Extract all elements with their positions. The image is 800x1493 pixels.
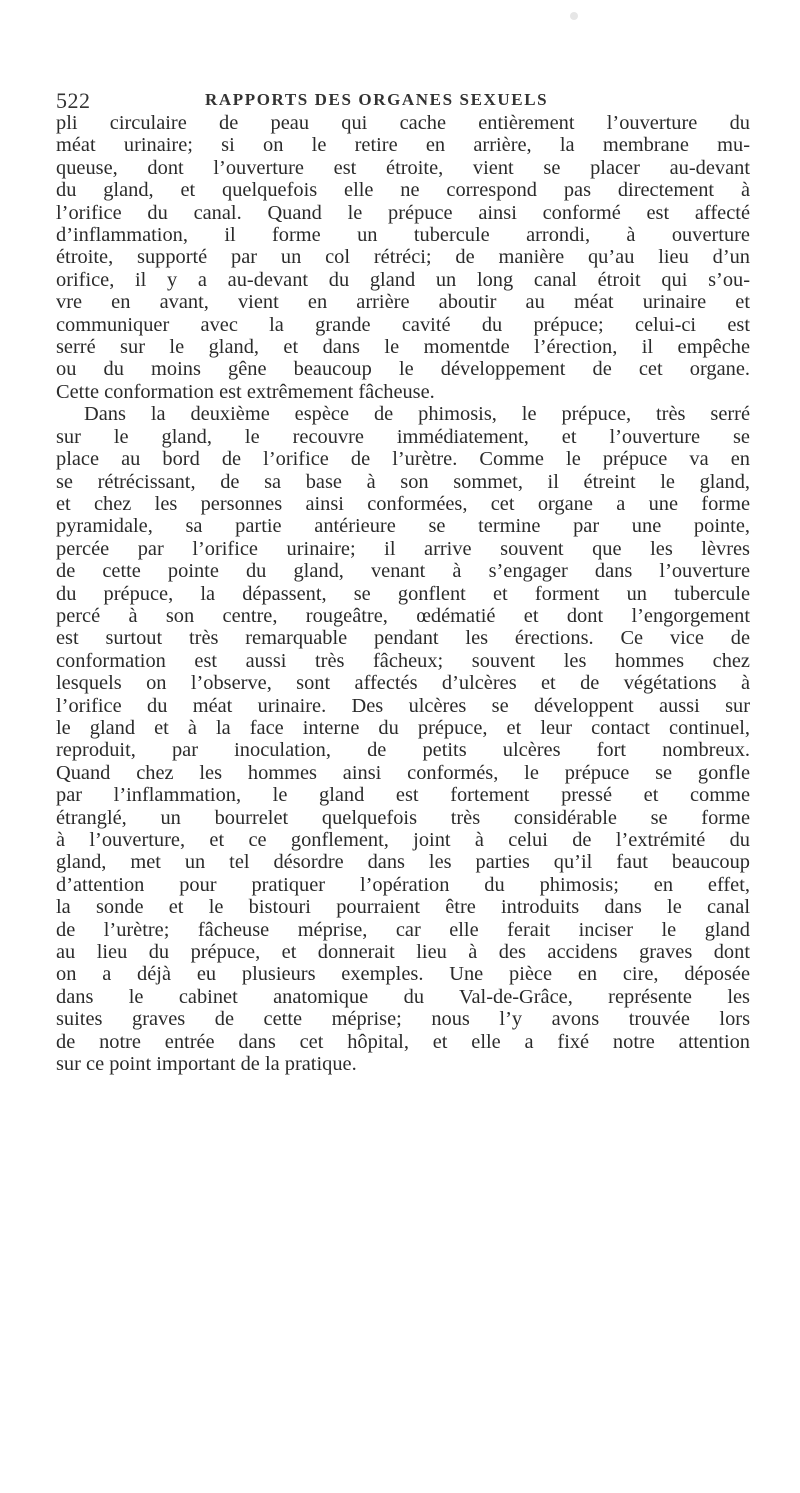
text-line: lesquels on l’observe, sont affectés d’ulcères et de végétations à <box>56 672 750 695</box>
text-line: est surtout très remarquable pendant les érections. Ce vice de <box>56 627 750 650</box>
text-line: vre en avant, vient en arrière aboutir au méat urinaire et <box>56 291 750 314</box>
text-line: percée par l’orifice urinaire; il arrive souvent que les lèvres <box>56 537 750 560</box>
text-line: place au bord de l’orifice de l’urètre. Comme le prépuce va en <box>56 448 750 471</box>
text-line: de notre entrée dans cet hôpital, et elle a fixé notre attention <box>56 1030 750 1053</box>
text-line: le gland et à la face interne du prépuce, et leur contact continuel, <box>56 716 750 739</box>
text-line: du prépuce, la dépassent, se gonflent et forment un tubercule <box>56 582 750 605</box>
text-line: de l’urètre; fâcheuse méprise, car elle ferait inciser le gland <box>56 918 750 941</box>
text-line: suites graves de cette méprise; nous l’y avons trouvée lors <box>56 1008 750 1031</box>
running-head <box>56 88 750 112</box>
text-line: par l’inflammation, le gland est fortement pressé et comme <box>56 784 750 807</box>
text-line: au lieu du prépuce, et donnerait lieu à des accidens graves dont <box>56 941 750 964</box>
text-line: reproduit, par inoculation, de petits ulcères fort nombreux. <box>56 739 750 762</box>
text-line: percé à son centre, rougeâtre, œdématié et dont l’engorgement <box>56 604 750 627</box>
text-line: queuse, dont l’ouverture est étroite, vient se placer au-devant <box>56 156 750 179</box>
text-line: on a déjà eu plusieurs exemples. Une pièce en cire, déposée <box>56 963 750 986</box>
text-line: à l’ouverture, et ce gonflement, joint à celui de l’extrémité du <box>56 829 750 851</box>
text-line: communiquer avec la grande cavité du prépuce; celui-ci est <box>56 313 750 336</box>
text-line: serré sur le gland, et dans le momentde l’érection, il empêche <box>56 336 750 359</box>
text-line: conformation est aussi très fâcheux; souvent les hommes chez <box>56 649 750 672</box>
text-line: se rétrécissant, de sa base à son sommet, il étreint le gland, <box>56 470 750 493</box>
text-line: étroite, supporté par un col rétréci; de manière qu’au lieu d’un <box>56 246 750 269</box>
text-line: Quand chez les hommes ainsi conformés, le prépuce se gonfle <box>56 761 750 784</box>
text-line: méat urinaire; si on le retire en arrière, la membrane mu- <box>56 134 750 157</box>
page-number: 522 <box>56 88 91 113</box>
text-line: pyramidale, sa partie antérieure se termine par une pointe, <box>56 515 750 538</box>
text-line: et chez les personnes ainsi conformées, cet organe a une forme <box>56 492 750 515</box>
text-line: Cette conformation est extrêmement fâcheuse. <box>56 380 435 403</box>
text-line: sur ce point important de la pratique. <box>56 1053 357 1076</box>
text-line: de cette pointe du gland, venant à s’engager dans l’ouverture <box>56 560 750 583</box>
text-line: la sonde et le bistouri pourraient être introduits dans le canal <box>56 896 750 919</box>
text-line: d’inflammation, il forme un tubercule arrondi, à ouverture <box>56 224 750 247</box>
text-line: du gland, et quelquefois elle ne correspond pas directement à <box>56 179 750 202</box>
paper-speck <box>570 12 578 20</box>
text-line: orifice, il y a au-devant du gland un long canal étroit qui s’ou- <box>56 268 750 291</box>
text-line: dans le cabinet anatomique du Val-de-Grâce, représente les <box>56 985 750 1008</box>
paragraph-start-line: Dans la deuxième espèce de phimosis, le prépuce, très serré <box>84 403 750 426</box>
text-line: sur le gland, le recouvre immédiatement, et l’ouverture se <box>56 425 750 448</box>
body-text <box>56 112 750 1075</box>
text-line: pli circulaire de peau qui cache entièrement l’ouverture du <box>56 112 750 134</box>
text-line: l’orifice du canal. Quand le prépuce ainsi conformé est affecté <box>56 201 750 224</box>
text-line: gland, met un tel désordre dans les parties qu’il faut beaucoup <box>56 851 750 874</box>
text-line: ou du moins gêne beaucoup le développement de cet organe. <box>56 358 750 381</box>
running-title: RAPPORTS DES ORGANES SEXUELS <box>205 90 549 109</box>
text-line: l’orifice du méat urinaire. Des ulcères se développent aussi sur <box>56 694 750 717</box>
text-line: d’attention pour pratiquer l’opération du phimosis; en effet, <box>56 873 750 896</box>
text-line: étranglé, un bourrelet quelquefois très considérable se forme <box>56 806 750 829</box>
